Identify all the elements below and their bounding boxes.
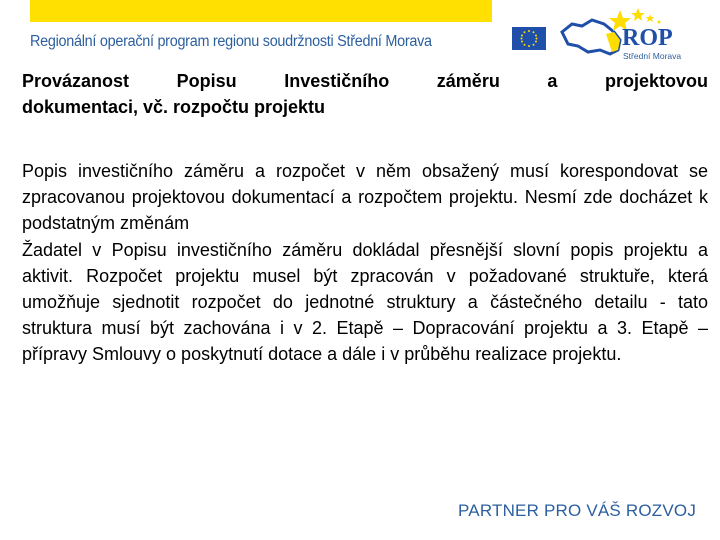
- rop-logo-text: ROP: [622, 25, 673, 51]
- eu-flag-icon: [512, 27, 546, 50]
- title-line-1: Provázanost Popisu Investičního záměru a projektovou: [22, 71, 708, 91]
- slide-body: [22, 158, 708, 368]
- paragraph: Žadatel v Popisu investičního záměru dokládal přesnější slovní popis projektu a aktivit. Rozpočet projektu musel být zpracován v požadované struktuře, která umožňuje sjednotit rozpočet do jednotné struktury a částečného detailu - tato struktura musí být zachována i v 2. Etapě – Dopracování projektu a 3. Etapě – přípravy Smlouvy o poskytnutí dotace a dále i v průběhu realizace projektu.: [22, 240, 708, 364]
- paragraph: Popis investičního záměru a rozpočet v něm obsažený musí korespondovat se zpracovanou projektovou dokumentací a rozpočtem projektu. Nesmí zde docházet k podstatným změnám: [22, 161, 708, 233]
- header-yellow-bar: [30, 0, 492, 22]
- program-name: Regionální operační program regionu soudržnosti Střední Morava: [30, 33, 432, 50]
- title-line-2: dokumentaci, vč. rozpočtu projektu: [22, 97, 326, 117]
- footer-slogan: PARTNER PRO VÁŠ ROZVOJ: [458, 501, 697, 520]
- slide-title: [22, 68, 708, 120]
- rop-logo-subtext: Střední Morava: [623, 51, 682, 61]
